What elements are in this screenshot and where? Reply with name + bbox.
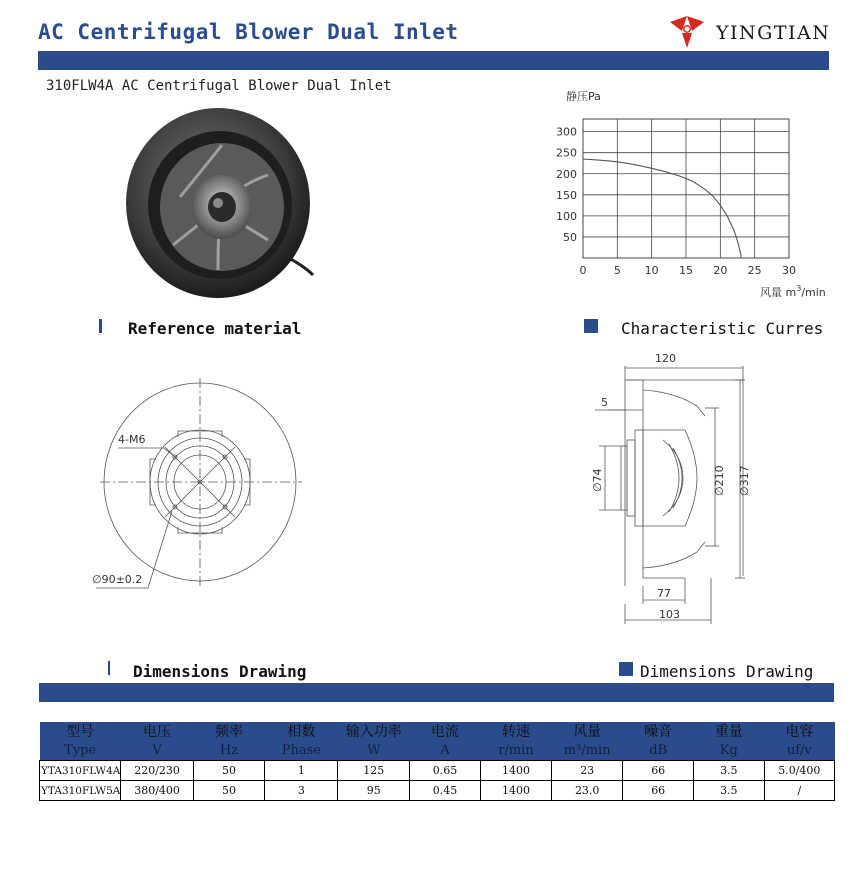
col-header-zh: 输入功率 [345,724,402,740]
col-header-zh: 转速 [501,724,530,740]
dimension-flange-label: 5 [601,396,608,409]
table-cell: / [764,781,834,801]
brand-name: YINGTIAN [716,22,831,44]
table-cell: 50 [193,781,265,801]
col-header-en: m³/min [563,743,611,758]
chart-x-axis-label-unit: /min [801,286,826,299]
table-cell: YTA310FLW4A [40,761,121,781]
side-view-drawing [585,346,760,626]
table-cell: 5.0/400 [764,761,834,781]
col-header-en: V [152,743,162,758]
chart-x-tick-label: 10 [644,264,659,277]
table-row [40,761,835,781]
section-title-dimensions-left: Dimensions Drawing [133,662,307,681]
col-header-zh: 电压 [143,724,172,740]
table-cell: 220/230 [121,761,193,781]
section-title-characteristic: Characteristic Curres [621,319,824,338]
chart-x-tick-label: 0 [579,264,587,277]
table-cell: YTA310FLW5A [40,781,121,801]
col-header-zh: 重量 [714,724,743,740]
chart-x-axis-label-sup: 3 [796,284,802,293]
col-header-en: r/min [498,743,534,758]
table-cell: 23 [552,761,623,781]
specification-table [39,722,835,801]
table-cell: 0.65 [410,761,481,781]
dimension-inlet-label: ∅74 [591,468,604,492]
section-marker [619,662,633,676]
table-cell: 1400 [480,781,551,801]
col-header-speed [480,722,551,761]
dimension-depth-inner-label: 77 [657,587,671,600]
dimension-outer-label: ∅317 [738,465,751,496]
product-subtitle: 310FLW4A AC Centrifugal Blower Dual Inlet [46,78,392,94]
table-cell: 1400 [480,761,551,781]
table-cell: 125 [338,761,410,781]
chart-ticks [556,126,796,277]
table-cell: 50 [193,761,265,781]
section-marker [108,661,110,675]
chart-y-tick-label: 250 [556,146,577,160]
chart-y-tick-label: 100 [556,209,577,223]
chart-y-axis-label: 静压Pa [566,90,601,103]
col-header-zh: 型号 [66,724,95,740]
col-header-noise [623,722,694,761]
table-cell: 23.0 [552,781,623,801]
dimension-wheel-label: ∅210 [713,465,726,496]
chart-x-tick-label: 20 [713,264,728,277]
col-header-en: W [367,743,381,758]
chart-x-tick-label: 5 [613,264,621,277]
yingtian-logo-icon [668,14,706,50]
table-cell: 380/400 [121,781,193,801]
chart-x-axis-label-main: 风量 m [760,286,797,299]
col-header-en: dB [649,743,668,758]
bolt-circle-diameter-label: ∅90±0.2 [92,573,143,586]
chart-x-tick-label: 25 [747,264,762,277]
col-header-weight [694,722,765,761]
chart-y-tick-label: 300 [556,125,577,139]
performance-curve-chart [548,86,838,306]
section-title-reference: Reference material [128,319,302,338]
table-row [40,781,835,801]
brand-logo [668,14,843,50]
page-title: AC Centrifugal Blower Dual Inlet [38,20,459,44]
col-header-frequency [193,722,265,761]
table-divider-bar [39,683,834,702]
chart-x-tick-label: 15 [679,264,693,277]
table-cell: 66 [623,781,694,801]
col-header-airflow [552,722,623,761]
dimension-width-label: 120 [655,352,676,365]
chart-grid [583,119,789,258]
chart-x-tick-label: 30 [782,264,796,277]
chart-y-tick-label: 200 [556,167,577,181]
table-cell: 1 [265,761,338,781]
chart-y-tick-label: 50 [563,230,577,244]
chart-y-tick-label: 150 [556,188,577,202]
col-header-zh: 频率 [215,724,244,740]
table-cell: 3 [265,781,338,801]
col-header-zh: 噪音 [644,724,673,740]
table-cell: 95 [338,781,410,801]
col-header-capacitor [764,722,834,761]
col-header-voltage [121,722,193,761]
col-header-en: Hz [219,743,239,758]
section-marker [99,319,102,333]
col-header-en: uf/v [786,743,812,758]
section-marker [584,319,598,333]
front-view-drawing [80,375,320,600]
chart-x-axis-label [760,284,826,299]
bolt-pattern-label: 4-M6 [118,433,146,446]
col-header-type [40,722,121,761]
table-cell: 0.45 [410,781,481,801]
col-header-en: A [440,743,450,758]
table-cell: 3.5 [694,781,765,801]
col-header-zh: 相数 [287,724,316,740]
table-cell: 66 [623,761,694,781]
col-header-en: Phase [281,743,321,758]
col-header-phase [265,722,338,761]
col-header-en: Kg [719,743,738,758]
col-header-zh: 电容 [785,724,814,740]
col-header-en: Type [64,743,97,758]
section-title-dimensions-right: Dimensions Drawing [640,662,814,681]
col-header-zh: 风量 [573,724,602,740]
table-header-row [40,722,835,761]
header-divider-bar [38,51,829,70]
col-header-current [410,722,481,761]
dimension-depth-outer-label: 103 [659,608,680,621]
col-header-power [338,722,410,761]
blower-product-photo [118,105,333,305]
table-cell: 3.5 [694,761,765,781]
col-header-zh: 电流 [431,724,460,740]
